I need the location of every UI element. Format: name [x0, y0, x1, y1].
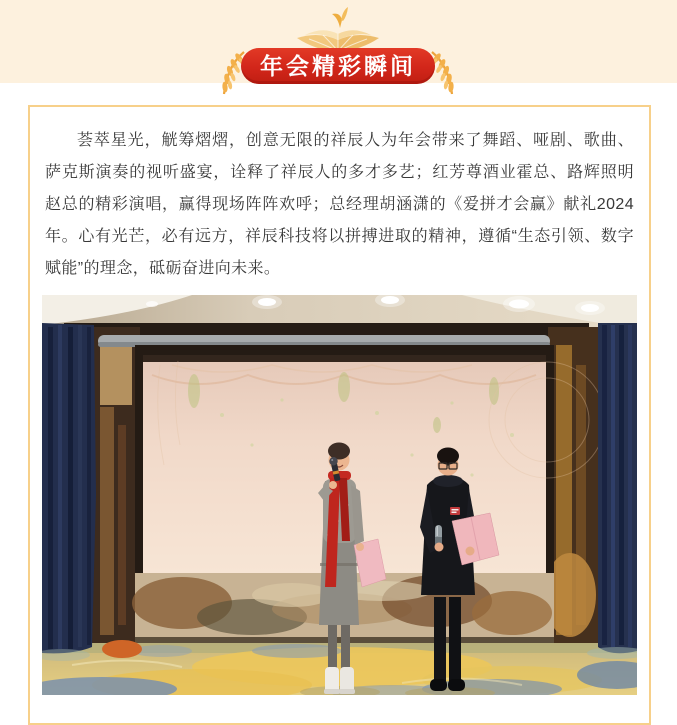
orange-object [102, 640, 142, 658]
header-decor [0, 0, 677, 100]
content-box [28, 105, 651, 725]
chest-logo-patch [450, 507, 460, 515]
title-badge-label: 年会精彩瞬间 [260, 53, 416, 79]
left-curtain [42, 323, 96, 661]
stage-photo[interactable] [42, 295, 637, 695]
title-badge [241, 48, 435, 84]
stage-photo-graphic [42, 295, 637, 695]
article-paragraph: 荟萃星光，觥筹熠熠，创意无限的祥辰人为年会带来了舞蹈、哑剧、歌曲、萨克斯演奏的视听盛宴，诠释了祥辰人的多才多艺；红芳尊酒业霍总、路辉照明赵总的精彩演唱，赢得现场阵阵欢呼；总经理胡涵潇的《爱拼才会赢》献礼2024年。心有光芒，必有远方，祥辰科技将以拼搏进取的精神，遵循“生态引领、数字赋能”的理念，砥砺奋进向未来。 [45, 132, 634, 277]
